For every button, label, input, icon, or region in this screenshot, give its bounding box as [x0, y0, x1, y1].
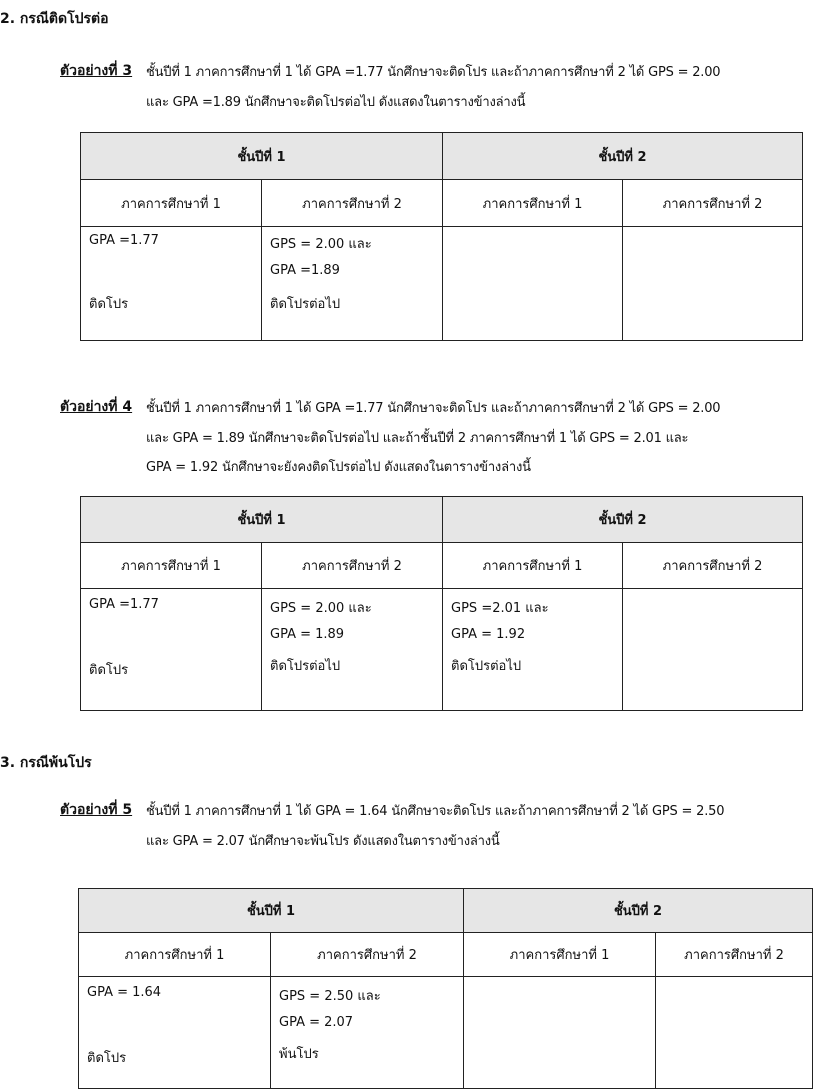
grade-cell [81, 589, 262, 711]
example-4-line-1: ชั้นปีที่ 1 ภาคการศึกษาที่ 1 ได้ GPA =1.77 นักศึกษาจะติดโปร และถ้าภาคการศึกษาที่ 2 ได้ GPS = 2.00 [146, 401, 721, 416]
term-header: ภาคการศึกษาที่ 2 [623, 180, 803, 227]
cell-line: GPA =1.77 [89, 233, 159, 248]
grade-cell [271, 977, 464, 1089]
year-2-header: ชั้นปีที่ 2 [443, 133, 803, 180]
term-header: ภาคการศึกษาที่ 1 [79, 933, 271, 977]
example-3-label: ตัวอย่างที่ 3 [60, 63, 133, 79]
year-1-header: ชั้นปีที่ 1 [81, 497, 443, 543]
grade-cell [81, 227, 262, 341]
cell-line: GPS = 2.00 และ [270, 601, 372, 616]
year-1-header: ชั้นปีที่ 1 [79, 889, 464, 933]
grade-cell [443, 589, 623, 711]
term-header: ภาคการศึกษาที่ 2 [656, 933, 813, 977]
cell-line: GPA = 1.89 [270, 627, 345, 642]
cell-status: ติดโปรต่อไป [451, 659, 522, 674]
cell-line: GPA = 1.64 [87, 985, 162, 1000]
example-4-line-2: และ GPA = 1.89 นักศึกษาจะติดโปรต่อไป และถ้าชั้นปีที่ 2 ภาคการศึกษาที่ 1 ได้ GPS = 2.01 และ [146, 431, 689, 446]
term-header: ภาคการศึกษาที่ 1 [443, 180, 623, 227]
example-5-label: ตัวอย่างที่ 5 [60, 802, 133, 818]
cell-status: ติดโปรต่อไป [270, 659, 341, 674]
example-3-line-1: ชั้นปีที่ 1 ภาคการศึกษาที่ 1 ได้ GPA =1.77 นักศึกษาจะติดโปร และถ้าภาคการศึกษาที่ 2 ได้ GPS = 2.00 [146, 65, 721, 80]
example-5-table [78, 888, 813, 1089]
grade-cell [464, 977, 656, 1089]
example-3-line-2: และ GPA =1.89 นักศึกษาจะติดโปรต่อไป ดังแสดงในตารางข้างล่างนี้ [146, 95, 526, 110]
grade-cell [262, 589, 443, 711]
cell-status: พ้นโปร [279, 1047, 319, 1062]
cell-line: GPS =2.01 และ [451, 601, 549, 616]
grade-cell [623, 227, 803, 341]
term-header: ภาคการศึกษาที่ 1 [464, 933, 656, 977]
term-header: ภาคการศึกษาที่ 1 [81, 180, 262, 227]
year-2-header: ชั้นปีที่ 2 [443, 497, 803, 543]
year-1-header: ชั้นปีที่ 1 [81, 133, 443, 180]
example-4-line-3: GPA = 1.92 นักศึกษาจะยังคงติดโปรต่อไป ดังแสดงในตารางข้างล่างนี้ [146, 460, 531, 475]
cell-line: GPA = 2.07 [279, 1015, 354, 1030]
cell-line: GPS = 2.50 และ [279, 989, 381, 1004]
term-header: ภาคการศึกษาที่ 1 [443, 543, 623, 589]
example-4-label: ตัวอย่างที่ 4 [60, 399, 133, 415]
example-3-table [80, 132, 803, 341]
term-header: ภาคการศึกษาที่ 1 [81, 543, 262, 589]
cell-line: GPS = 2.00 และ [270, 237, 372, 252]
term-header: ภาคการศึกษาที่ 2 [262, 180, 443, 227]
grade-cell [262, 227, 443, 341]
grade-cell [656, 977, 813, 1089]
section-heading-2: 2. กรณีติดโปรต่อ [0, 11, 109, 27]
example-5-line-2: และ GPA = 2.07 นักศึกษาจะพ้นโปร ดังแสดงในตารางข้างล่างนี้ [146, 834, 500, 849]
cell-status: ติดโปร [87, 1051, 127, 1066]
grade-cell [443, 227, 623, 341]
term-header: ภาคการศึกษาที่ 2 [262, 543, 443, 589]
cell-status: ติดโปร [89, 663, 129, 678]
grade-cell [79, 977, 271, 1089]
example-5-line-1: ชั้นปีที่ 1 ภาคการศึกษาที่ 1 ได้ GPA = 1.64 นักศึกษาจะติดโปร และถ้าภาคการศึกษาที่ 2 ได้ GPS = 2.50 [146, 804, 725, 819]
cell-status: ติดโปร [89, 297, 129, 312]
term-header: ภาคการศึกษาที่ 2 [271, 933, 464, 977]
cell-status: ติดโปรต่อไป [270, 297, 341, 312]
cell-line: GPA =1.89 [270, 263, 340, 278]
year-2-header: ชั้นปีที่ 2 [464, 889, 813, 933]
cell-line: GPA = 1.92 [451, 627, 526, 642]
section-heading-3: 3. กรณีพ้นโปร [0, 755, 92, 771]
grade-cell [623, 589, 803, 711]
example-4-table [80, 496, 803, 711]
term-header: ภาคการศึกษาที่ 2 [623, 543, 803, 589]
cell-line: GPA =1.77 [89, 597, 159, 612]
